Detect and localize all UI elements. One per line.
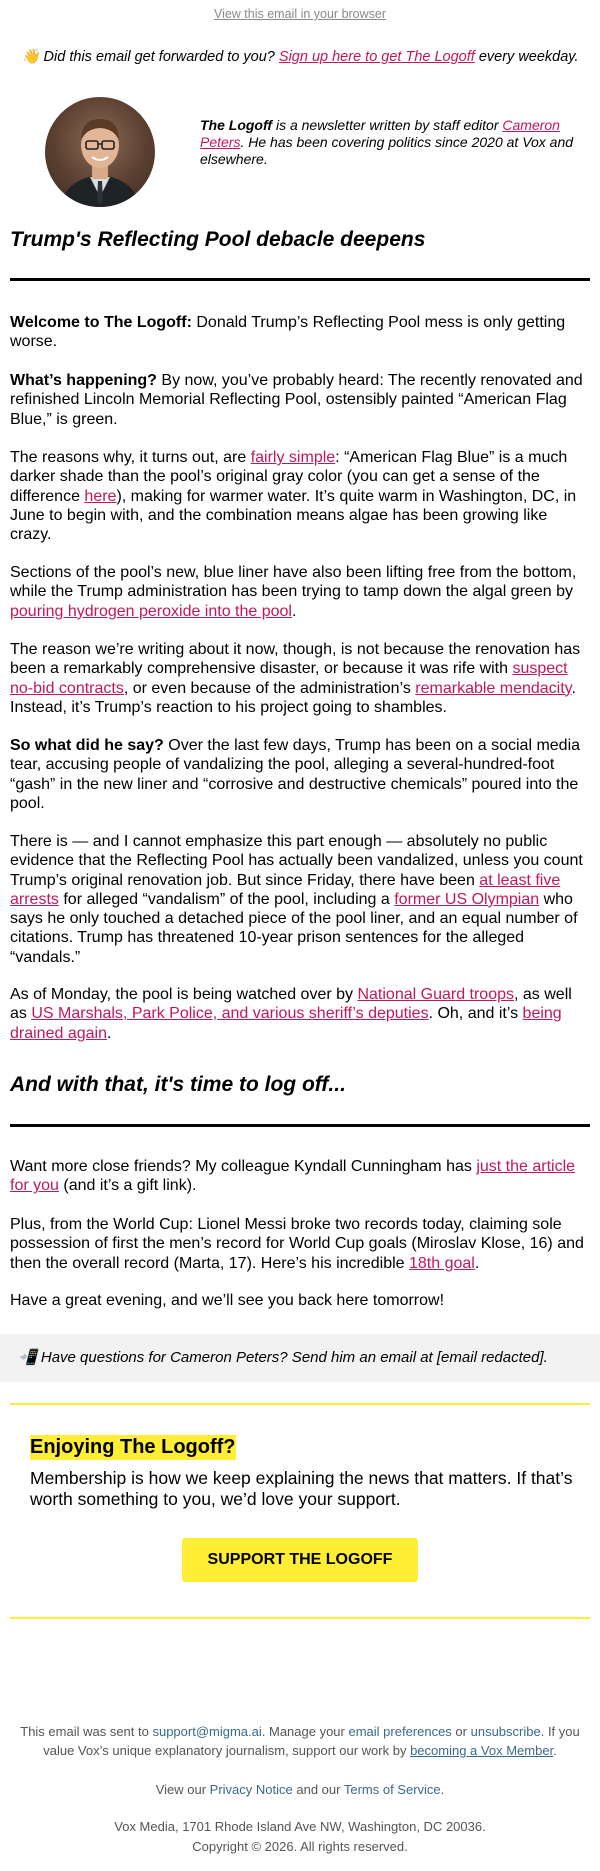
paragraph-text: .: [291, 602, 297, 620]
forwarded-suffix: every weekday.: [474, 49, 579, 65]
footer-text: This email was sent to: [20, 1724, 153, 1739]
paragraph-text: (and it’s a gift link).: [58, 1177, 197, 1195]
footer-text: . If you value Vox’s unique explanatory journalism, support our work by: [43, 1724, 580, 1758]
footer-address: Vox Media, 1701 Rhode Island Ave NW, Washington, DC 20036.: [114, 1819, 486, 1834]
author-desc-text-2: . He has been covering politics since 2020 at Vox and elsewhere.: [200, 134, 574, 167]
support-button[interactable]: SUPPORT THE LOGOFF: [182, 1538, 418, 1582]
paragraph-text: . Instead, it’s Trump’s reaction to his project going to shambles.: [10, 679, 576, 716]
footer-text: or: [451, 1724, 471, 1739]
paragraph-welcome: [10, 313, 588, 352]
paragraph-text: ), making for warmer water. It’s quite warm in Washington, DC, in June to begin with, and the combination means algae has been growing like crazy.: [10, 487, 577, 544]
no-bid-contracts-link[interactable]: suspect no-bid contracts: [10, 660, 568, 697]
footer-text: . Manage your: [261, 1724, 349, 1739]
footer-sent-notice: [15, 1722, 585, 1760]
paragraph-text: By now, you’ve probably heard: The recently renovated and refinished Lincoln Memorial Reflecting Pool, ostensibly painted “American Flag Blue,” is green.: [10, 372, 583, 428]
paragraph-monday: [10, 985, 588, 1043]
drained-again-link[interactable]: being drained again: [10, 1005, 562, 1042]
paragraph-text: , or even because of the administration’s: [123, 679, 416, 697]
footer-text: .: [440, 1782, 445, 1797]
paragraph-liner: [10, 563, 588, 621]
paragraph-text: Plus, from the World Cup: Lionel Messi broke two records today, claiming sole possession of first the men’s record for World Cup goals (Miroslav Klose, 16) and then the overall record (Marta, 17). Here’s his incredible: [10, 1216, 584, 1272]
paragraph-goodbye: Have a great evening, and we’ll see you back here tomorrow!: [10, 1292, 445, 1309]
membership-text: Membership is how we keep explaining the news that matters. If that’s worth something to you, we’d love your support.: [30, 1468, 573, 1509]
paragraph-text: for alleged “vandalism” of the pool, including a: [58, 890, 395, 908]
questions-box: [0, 1334, 600, 1382]
paragraph-text: The reasons why, it turns out, are: [10, 449, 251, 466]
membership-heading: Enjoying The Logoff?: [30, 1436, 236, 1458]
signoff-divider: [10, 1124, 590, 1127]
questions-text-row: [18, 1348, 548, 1366]
paragraph-text: .: [106, 1024, 112, 1042]
paragraph-lead: So what did he say?: [10, 737, 164, 754]
forwarded-text: Did this email get forwarded to you?: [39, 49, 279, 65]
paragraph-lead: Welcome to The Logoff:: [10, 314, 192, 331]
author-description: [200, 117, 575, 168]
footer-email-link[interactable]: support@migma.ai: [152, 1724, 262, 1739]
paragraph-text: There is — and I cannot emphasize this part enough — absolutely no public evidence that the Reflecting Pool has actually been vandalized, unless you count Trump’s original renovation job. But since Friday, there have been: [10, 833, 583, 889]
view-in-browser-row: [0, 0, 600, 23]
marshals-link[interactable]: US Marshals, Park Police, and various sheriff’s deputies: [31, 1005, 429, 1023]
signup-link[interactable]: Sign up here to get The Logoff: [278, 49, 475, 65]
newsletter-name: The Logoff: [200, 117, 273, 133]
paragraph-text: Sections of the pool’s new, blue liner have also been lifting free from the bottom, while the Trump administration has been trying to tamp down the algal green by: [10, 564, 577, 601]
paragraph-text: , as well as: [10, 986, 572, 1023]
paragraph-text: . Oh, and it’s: [428, 1005, 523, 1023]
paragraph-text: : “American Flag Blue” is a much darker shade than the pool’s original gray color (you can get a sense of the difference: [10, 449, 568, 505]
membership-top-line: [10, 1403, 590, 1405]
hydrogen-peroxide-link[interactable]: pouring hydrogen peroxide into the pool: [10, 602, 292, 620]
here-link[interactable]: here: [84, 487, 117, 505]
paragraph-no-evidence: [10, 832, 588, 967]
author-avatar: [45, 97, 155, 207]
unsubscribe-link[interactable]: unsubscribe: [470, 1724, 541, 1739]
signoff-title: And with that, it's time to log off...: [10, 1073, 346, 1096]
paragraph-close-friends: [10, 1157, 588, 1196]
questions-text: Have questions for Cameron Peters? Send him an email at [email redacted].: [36, 1349, 548, 1366]
article-title: Trump's Reflecting Pool debacle deepens: [10, 228, 426, 251]
paragraph-whats-happening: [10, 371, 588, 429]
footer-text: View our: [155, 1782, 210, 1797]
terms-of-service-link[interactable]: Terms of Service: [343, 1782, 441, 1797]
membership-bottom-line: [10, 1617, 590, 1619]
18th-goal-link[interactable]: 18th goal: [409, 1254, 475, 1272]
paragraph-text: who says he only touched a detached piece of the pool liner, and an equal number of citations. Trump has threatened 10-year prison sentences for the alleged “vandals.”: [10, 890, 578, 966]
footer-copyright: Copyright © 2026. All rights reserved.: [192, 1839, 408, 1854]
arrests-link[interactable]: at least five arrests: [10, 871, 561, 908]
fairly-simple-link[interactable]: fairly simple: [250, 449, 336, 466]
paragraph-text: Want more close friends? My colleague Kyndall Cunningham has: [10, 1158, 477, 1175]
paragraph-text: As of Monday, the pool is being watched over by: [10, 986, 358, 1003]
paragraph-text: Over the last few days, Trump has been on a social media tear, accusing people of vandalizing the pool, alleging a several-hundred-foot “gash” in the new liner and “corrosive and destructive chemicals” poured into the pool.: [10, 737, 581, 812]
article-gift-link[interactable]: just the article for you: [10, 1158, 576, 1195]
paragraph-what-did-he-say: [10, 736, 588, 813]
paragraph-world-cup: [10, 1215, 588, 1273]
wave-icon: 👋: [21, 49, 40, 65]
olympian-link[interactable]: former US Olympian: [394, 890, 540, 908]
author-block: [0, 97, 600, 213]
phone-icon: 📲: [18, 1349, 37, 1366]
author-desc-text: is a newsletter written by staff editor: [272, 117, 503, 133]
forwarded-notice: [0, 48, 600, 68]
privacy-notice-link[interactable]: Privacy Notice: [209, 1782, 293, 1797]
paragraph-text: The reason we’re writing about it now, though, is not because the renovation has been a remarkably comprehensive disaster, or because it was rife with: [10, 641, 581, 678]
paragraph-reasons: [10, 448, 588, 544]
title-divider: [10, 278, 590, 281]
paragraph-lead: What’s happening?: [10, 372, 157, 389]
footer-text: and our: [292, 1782, 344, 1797]
footer-text: .: [553, 1743, 557, 1758]
paragraph-reason: [10, 640, 588, 717]
footer-legal: [15, 1780, 585, 1799]
national-guard-link[interactable]: National Guard troops: [357, 986, 514, 1003]
mendacity-link[interactable]: remarkable mendacity: [415, 679, 572, 697]
paragraph-text: .: [474, 1254, 480, 1272]
view-in-browser-link[interactable]: View this email in your browser: [213, 7, 387, 21]
paragraph-text: Donald Trump’s Reflecting Pool mess is only getting worse.: [10, 314, 566, 351]
editor-link[interactable]: Cameron Peters: [200, 117, 560, 150]
email-preferences-link[interactable]: email preferences: [348, 1724, 452, 1739]
vox-member-link[interactable]: becoming a Vox Member: [410, 1743, 554, 1758]
